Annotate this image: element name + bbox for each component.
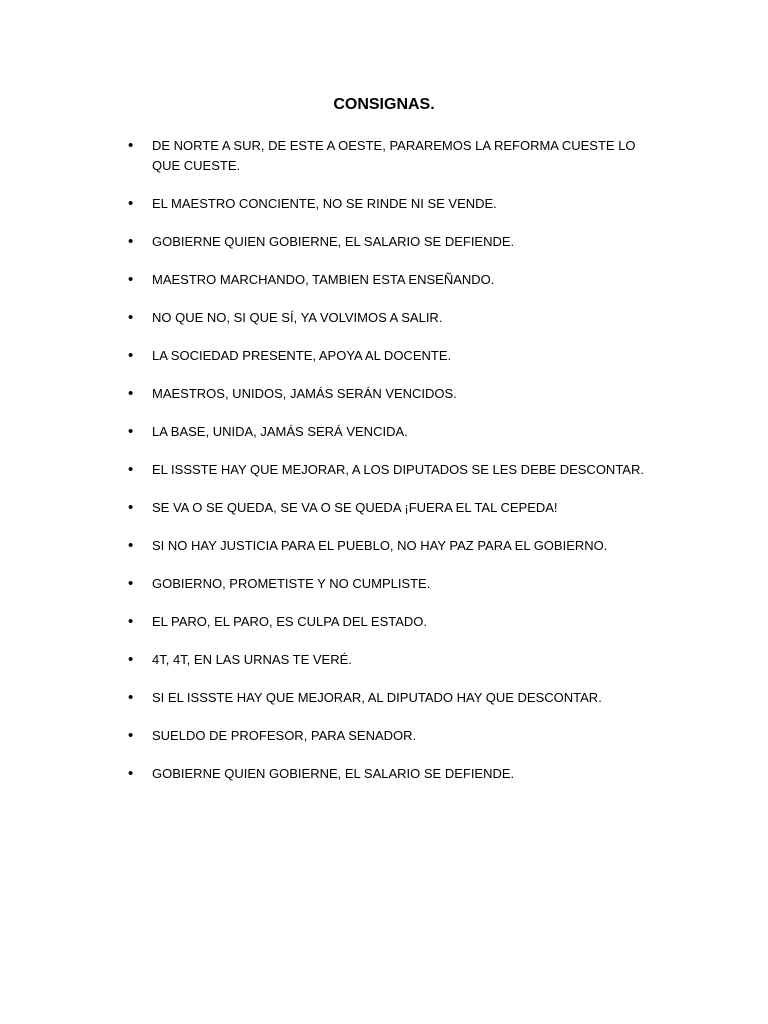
list-item-text: GOBIERNO, PROMETISTE Y NO CUMPLISTE. (152, 576, 431, 591)
bullet-icon: • (128, 347, 134, 364)
bullet-icon: • (128, 271, 134, 288)
bullet-icon: • (128, 727, 134, 744)
list-item (128, 270, 648, 290)
list-item (128, 536, 648, 556)
bullet-icon: • (128, 309, 134, 326)
list-item-text: SI NO HAY JUSTICIA PARA EL PUEBLO, NO HAY PAZ PARA EL GOBIERNO. (152, 538, 608, 553)
bullet-icon: • (128, 537, 134, 554)
list-item-text: SI EL ISSSTE HAY QUE MEJORAR, AL DIPUTADO HAY QUE DESCONTAR. (152, 690, 602, 705)
bullet-icon: • (128, 461, 134, 478)
list-item-text: EL ISSSTE HAY QUE MEJORAR, A LOS DIPUTADOS SE LES DEBE DESCONTAR. (152, 462, 644, 477)
list-item-text: MAESTROS, UNIDOS, JAMÁS SERÁN VENCIDOS. (152, 386, 457, 401)
list-item (128, 422, 648, 442)
list-item (128, 498, 648, 518)
list-item-text: EL MAESTRO CONCIENTE, NO SE RINDE NI SE VENDE. (152, 196, 497, 211)
bullet-icon: • (128, 195, 134, 212)
list-item (128, 308, 648, 328)
list-item-text: MAESTRO MARCHANDO, TAMBIEN ESTA ENSEÑANDO. (152, 272, 495, 287)
list-item (128, 764, 648, 784)
list-item-text: LA BASE, UNIDA, JAMÁS SERÁ VENCIDA. (152, 424, 408, 439)
document-title: CONSIGNAS. (333, 96, 435, 113)
bullet-icon: • (128, 651, 134, 668)
list-item-text: 4T, 4T, EN LAS URNAS TE VERÉ. (152, 652, 352, 667)
list-item (128, 194, 648, 214)
bullet-icon: • (128, 385, 134, 402)
slogan-list (128, 136, 648, 802)
list-item-text: DE NORTE A SUR, DE ESTE A OESTE, PARAREMOS LA REFORMA CUESTE LO QUE CUESTE. (152, 138, 636, 173)
list-item-text: SUELDO DE PROFESOR, PARA SENADOR. (152, 728, 417, 743)
list-item (128, 460, 648, 480)
list-item (128, 726, 648, 746)
bullet-icon: • (128, 613, 134, 630)
list-item (128, 346, 648, 366)
bullet-icon: • (128, 575, 134, 592)
bullet-icon: • (128, 137, 134, 154)
list-item-text: NO QUE NO, SI QUE SÍ, YA VOLVIMOS A SALIR. (152, 310, 443, 325)
bullet-icon: • (128, 689, 134, 706)
list-item-text: EL PARO, EL PARO, ES CULPA DEL ESTADO. (152, 614, 428, 629)
list-item (128, 688, 648, 708)
list-item (128, 574, 648, 594)
list-item (128, 232, 648, 252)
list-item-text: SE VA O SE QUEDA, SE VA O SE QUEDA ¡FUERA EL TAL CEPEDA! (152, 500, 558, 515)
list-item (128, 612, 648, 632)
list-item-text: GOBIERNE QUIEN GOBIERNE, EL SALARIO SE DEFIENDE. (152, 234, 515, 249)
bullet-icon: • (128, 233, 134, 250)
list-item (128, 136, 648, 176)
list-item (128, 650, 648, 670)
bullet-icon: • (128, 423, 134, 440)
bullet-icon: • (128, 765, 134, 782)
list-item-text: GOBIERNE QUIEN GOBIERNE, EL SALARIO SE DEFIENDE. (152, 766, 515, 781)
list-item (128, 384, 648, 404)
list-item-text: LA SOCIEDAD PRESENTE, APOYA AL DOCENTE. (152, 348, 452, 363)
bullet-icon: • (128, 499, 134, 516)
